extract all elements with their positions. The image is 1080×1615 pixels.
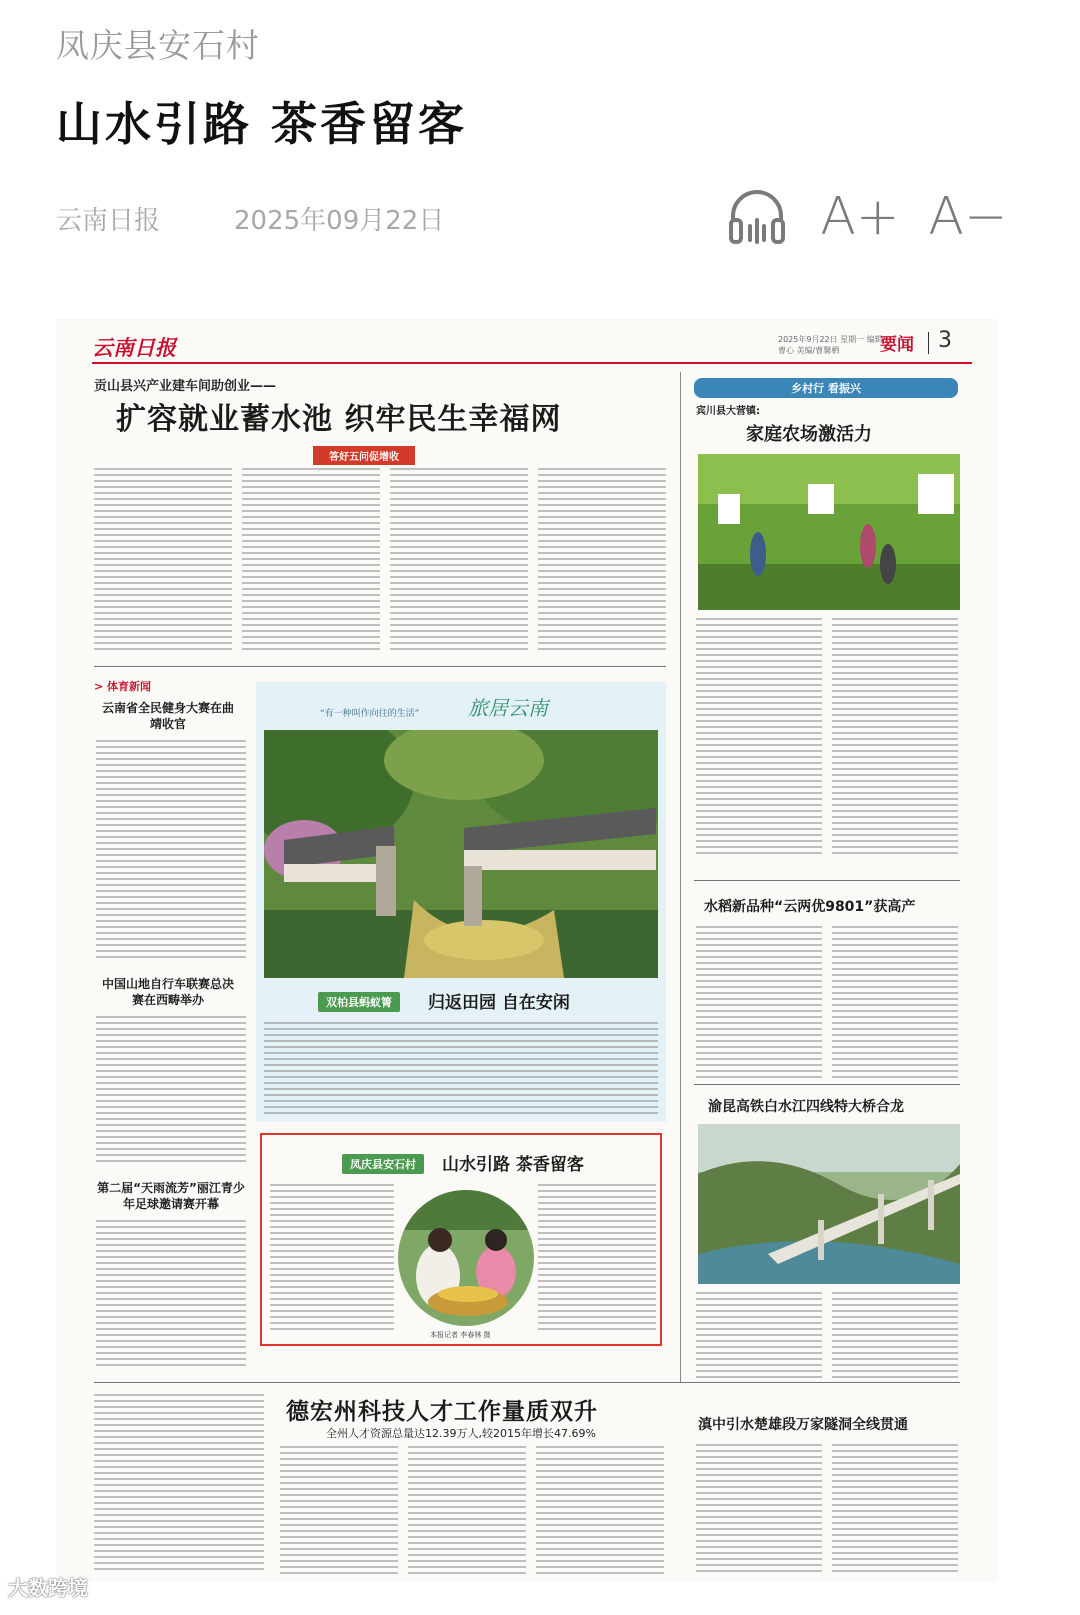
rice-body-2 (832, 926, 958, 1078)
lead-kicker: 贡山县兴产业建车间助创业—— (94, 379, 277, 394)
rice-title: 水稻新品种“云两优9801”获高产 (704, 899, 916, 915)
watermark: 大数跨境 (8, 1576, 88, 1600)
audio-button[interactable] (722, 182, 792, 252)
article-source: 云南日报 (56, 206, 161, 236)
newspaper-masthead: 云南日报 (92, 335, 176, 360)
tunnel-body-2 (832, 1444, 958, 1574)
sports-body-1 (96, 740, 246, 960)
travel-brand: 旅居云南 (468, 696, 548, 720)
tea-villagers-photo (398, 1190, 534, 1326)
story2-title: 山水引路 茶香留客 (442, 1155, 584, 1175)
article-title: 山水引路 茶香留客 (56, 97, 468, 151)
bottom-title: 德宏州科技人才工作量质双升 (286, 1399, 598, 1425)
story1-title: 归返田园 自在安闲 (428, 993, 570, 1013)
story2-body-right (538, 1184, 656, 1334)
travel-slogan: “有一种叫作向往的生活” (320, 709, 420, 719)
font-decrease-button[interactable]: A− (928, 187, 1008, 247)
article-kicker: 凤庆县安石村 (56, 26, 260, 65)
lead-body-col-1 (94, 468, 232, 654)
column-rule (680, 372, 681, 1382)
lead-body-col-2 (242, 468, 380, 654)
farm-title: 家庭农场激活力 (746, 424, 872, 445)
section-label: 要闻 (880, 335, 914, 355)
newspaper-page[interactable] (58, 320, 996, 1580)
font-increase-button[interactable]: A+ (820, 187, 900, 247)
sports-headline-2: 中国山地自行车联赛总决赛在西畴举办 (101, 977, 234, 1007)
story1-tag: 双柏县蚂蚁箐 (318, 992, 400, 1012)
sports-body-2 (96, 1016, 246, 1166)
page-number: 3 (938, 328, 952, 353)
sports-headline-3: 第二届“天雨流芳”丽江青少年足球邀请赛开幕 (97, 1181, 245, 1211)
bottom-rule (94, 1382, 960, 1383)
bottom-left-body (94, 1394, 264, 1574)
headphones-icon (725, 186, 789, 248)
lead-body-col-3 (390, 468, 528, 654)
story2-tag: 凤庆县安石村 (342, 1154, 424, 1174)
masthead-divider (928, 332, 929, 354)
right-rule-1 (694, 880, 960, 881)
section-rule (94, 666, 666, 667)
story2-body-left (270, 1184, 394, 1334)
railway-bridge-photo (698, 1124, 960, 1284)
farm-body-1 (696, 618, 822, 854)
village-section-tag: 乡村行 看振兴 (694, 378, 958, 398)
page-meta: 2025年9月22日 星期一 编辑/曹心 美编/曹馨栖 (778, 335, 886, 355)
kiwi-farm-photo (698, 454, 960, 610)
covered-bridge-photo (264, 730, 658, 978)
tunnel-title: 滇中引水楚雄段万家隧洞全线贯通 (698, 1417, 908, 1433)
sports-headline-1: 云南省全民健身大赛在曲靖收官 (101, 701, 234, 731)
article-date: 2025年09月22日 (234, 206, 445, 236)
story1-body (264, 1022, 658, 1114)
rail-body-2 (832, 1292, 958, 1382)
rail-title: 渝昆高铁白水江四线特大桥合龙 (708, 1099, 904, 1115)
lead-subtitle: 答好五问促增收 (313, 446, 415, 465)
rail-body-1 (696, 1292, 822, 1382)
bottom-body-2 (408, 1446, 526, 1576)
rice-body-1 (696, 926, 822, 1078)
sports-body-3 (96, 1220, 246, 1370)
right-rule-2 (694, 1084, 960, 1085)
masthead-rule (92, 362, 972, 364)
lead-body-col-4 (538, 468, 666, 654)
lead-title: 扩容就业蓄水池 织牢民生幸福网 (116, 402, 562, 437)
tunnel-body-1 (696, 1444, 822, 1574)
bottom-body-3 (536, 1446, 664, 1576)
sports-section-label: > 体育新闻 (94, 680, 152, 693)
farm-body-2 (832, 618, 958, 854)
farm-kicker: 宾川县大营镇: (696, 406, 760, 417)
photo-credit: 本报记者 李春林 摄 (430, 1331, 491, 1339)
sports-label-text: 体育新闻 (107, 680, 152, 693)
bottom-subtitle: 全州人才资源总量达12.39万人,较2015年增长47.69% (326, 1427, 596, 1440)
bottom-body-1 (280, 1446, 398, 1576)
